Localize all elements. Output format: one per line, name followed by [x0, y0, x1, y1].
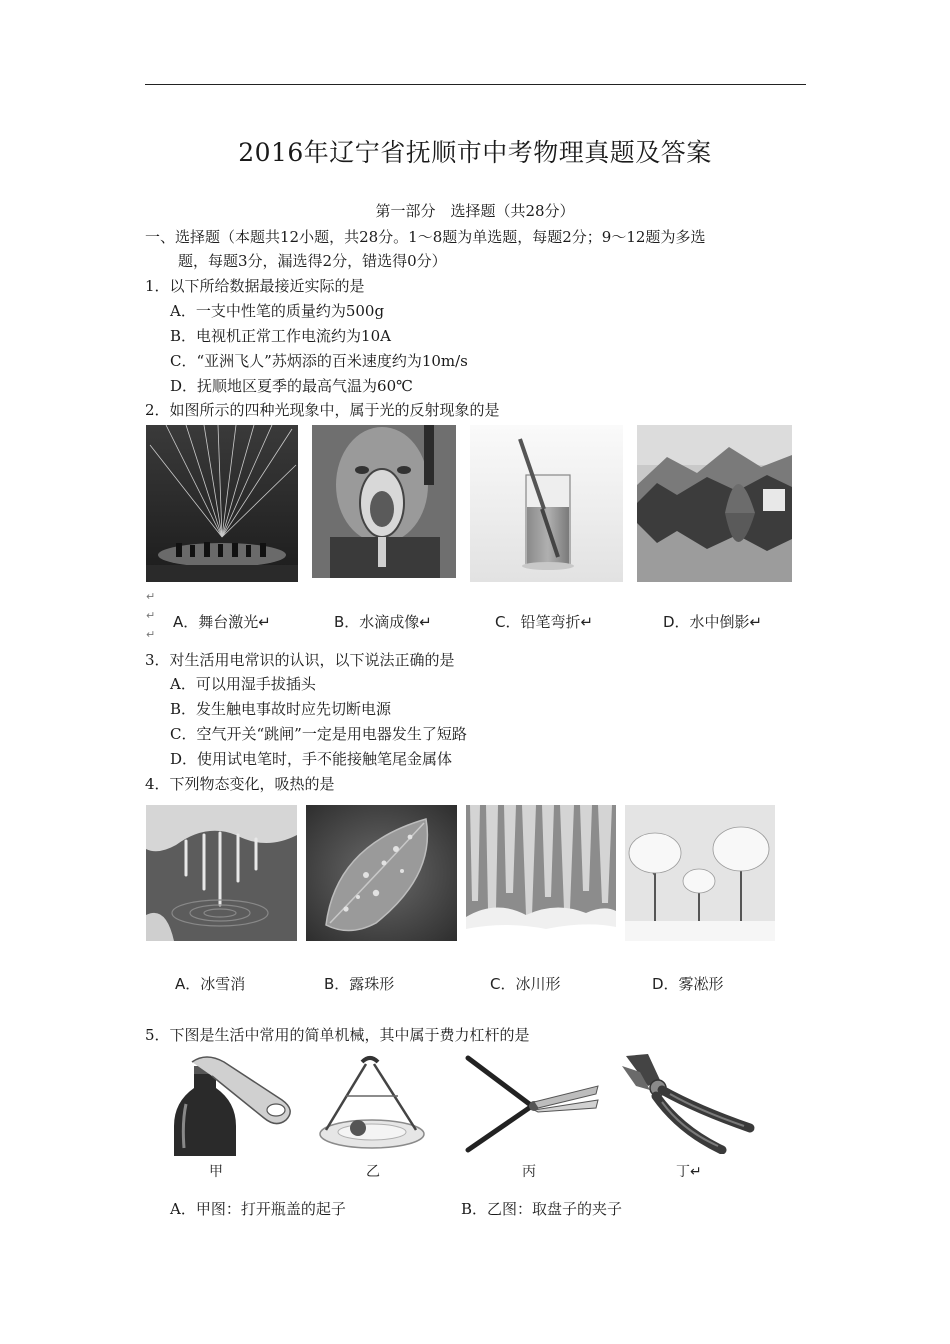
q4-caption-b: B．露珠形	[324, 975, 395, 993]
q5-option-a: A．甲图：打开瓶盖的起子	[170, 1200, 346, 1218]
melting-ice-photo	[146, 805, 297, 941]
tool-label-jia: 甲	[209, 1164, 223, 1180]
pliers-icon	[618, 1050, 756, 1154]
hedge-shears-icon	[462, 1050, 600, 1154]
q3-option-b: B．发生触电事故时应先切断电源	[170, 700, 392, 718]
bottle-opener-icon	[172, 1052, 300, 1156]
q4-caption-d: D．雾凇形	[652, 975, 724, 993]
q2-caption-a: A．舞台激光↵	[173, 613, 271, 631]
water-drop-image-photo	[312, 425, 456, 578]
dew-drops-photo	[306, 805, 457, 941]
return-mark-1: ↵	[146, 590, 156, 603]
instructions-line-1: 一、选择题（本题共12小题，共28分。1～8题为单选题，每题2分；9～12题为多选	[145, 228, 706, 246]
q5-stem: 5．下图是生活中常用的简单机械，其中属于费力杠杆的是	[145, 1026, 530, 1044]
page-title: 2016年辽宁省抚顺市中考物理真题及答案	[238, 138, 712, 167]
water-reflection-photo	[637, 425, 792, 582]
q2-stem: 2．如图所示的四种光现象中，属于光的反射现象的是	[145, 401, 500, 419]
q3-option-c: C．空气开关“跳闸”一定是用电器发生了短路	[170, 725, 467, 743]
q1-option-d: D．抚顺地区夏季的最高气温为60℃	[170, 377, 413, 395]
glacier-photo	[466, 805, 616, 941]
q1-option-c: C．“亚洲飞人”苏炳添的百米速度约为10m/s	[170, 352, 468, 370]
q1-option-a: A．一支中性笔的质量约为500g	[170, 302, 385, 320]
instructions-line-2: 题，每题3分，漏选得2分，错选得0分）	[178, 252, 447, 270]
q3-option-d: D．使用试电笔时，手不能接触笔尾金属体	[170, 750, 453, 768]
q3-option-a: A．可以用湿手拔插头	[170, 675, 316, 693]
tool-label-ding: 丁↵	[676, 1164, 702, 1180]
q4-stem: 4．下列物态变化，吸热的是	[145, 775, 335, 793]
stage-laser-photo	[146, 425, 298, 582]
q4-caption-c: C．冰川形	[490, 975, 561, 993]
q1-stem: 1．以下所给数据最接近实际的是	[145, 277, 365, 295]
q2-caption-b: B．水滴成像↵	[334, 613, 432, 631]
q1-option-b: B．电视机正常工作电流约为10A	[170, 327, 391, 345]
tool-label-yi: 乙	[366, 1164, 380, 1180]
plate-tongs-icon	[312, 1054, 438, 1156]
bent-pencil-photo	[470, 425, 623, 582]
q5-option-b: B．乙图：取盘子的夹子	[461, 1200, 623, 1218]
q2-caption-d: D．水中倒影↵	[663, 613, 763, 631]
q3-stem: 3．对生活用电常识的认识，以下说法正确的是	[145, 651, 455, 669]
section-title: 第一部分 选择题（共28分）	[375, 202, 575, 220]
q2-caption-c: C．铅笔弯折↵	[495, 613, 594, 631]
header-rule	[145, 84, 806, 85]
return-mark-2: ↵	[146, 609, 156, 622]
tool-label-bing: 丙	[522, 1164, 536, 1180]
q4-caption-a: A．冰雪消	[175, 975, 246, 993]
return-mark-3: ↵	[146, 628, 156, 641]
rime-frost-photo	[625, 805, 775, 941]
